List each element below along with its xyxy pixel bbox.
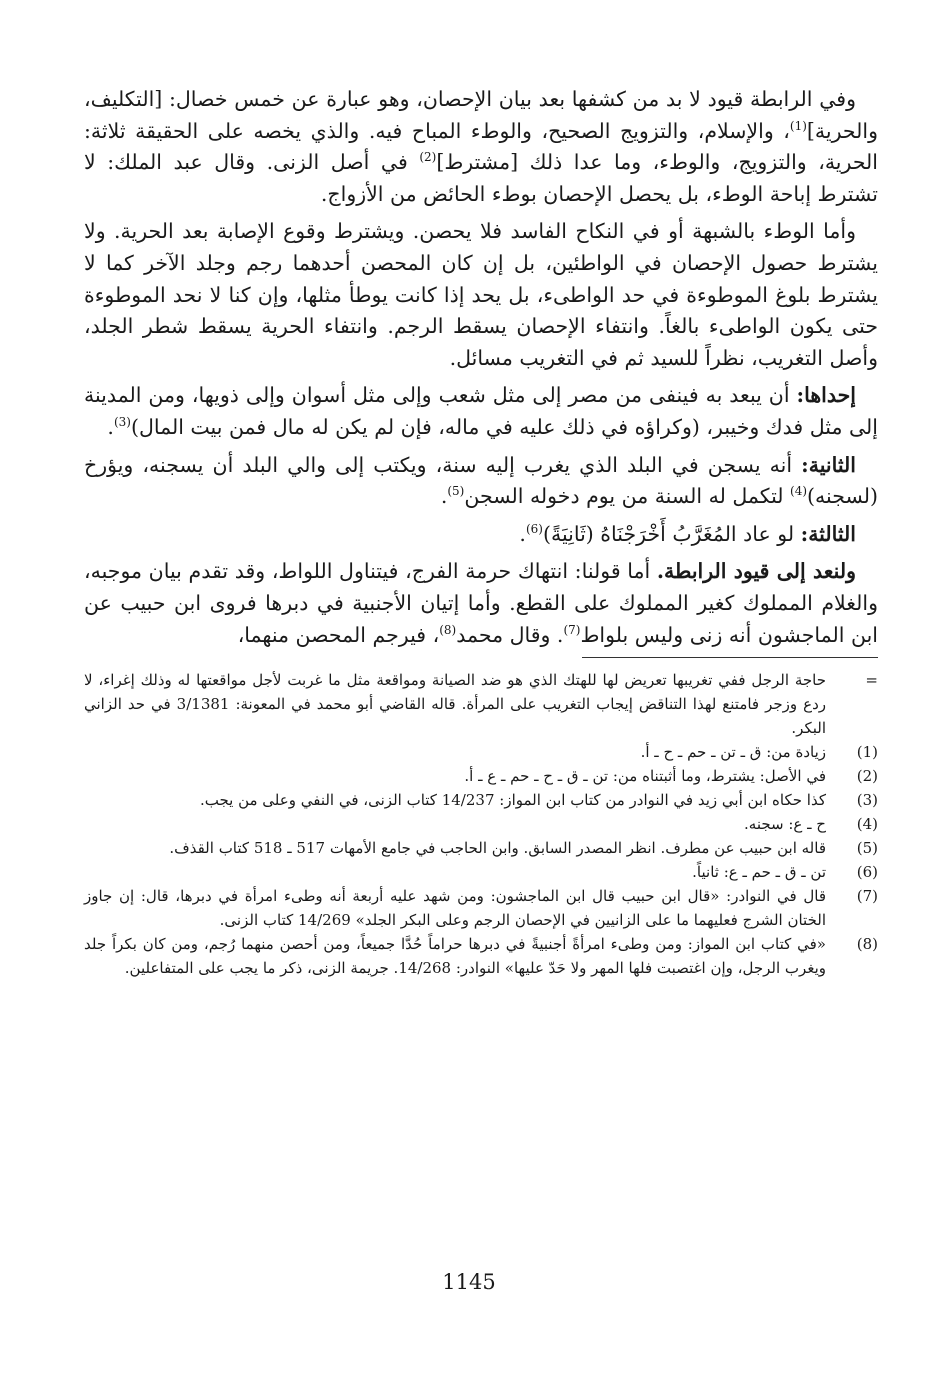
page-number: 1145 (442, 1270, 496, 1294)
footnote-ref-2: (2) (419, 150, 437, 165)
footnote-ref-6: (6) (525, 521, 543, 536)
footnote-number: (6) (856, 863, 878, 882)
document-page (84, 84, 878, 980)
paragraph-lead: الثانية: (801, 452, 856, 477)
paragraph-third: الثالثة: لو عاد المُغَرَّبُ أَخْرَجْنَاهُ (ثَانِيَةً)$^{(6)}$. (519, 521, 856, 546)
paragraph-lead: إحداها: (796, 383, 856, 408)
footnote-text: قال في النوادر: «قال ابن حبيب قال ابن الماجشون: ومن شهد عليه أربعة أنه وطىء امرأة في دبرها، قال: إن جاوز الختان الشرج فعليهما ما على الزانيين في الإحصان الرجم وعلى البكر الجلد» 14/269 كتاب الزنى. (84, 887, 826, 930)
footnote-text: تن ـ ق ـ حم ـ ع: ثانياً. (692, 863, 826, 882)
paragraph-second: الثانية: أنه يسجن في البلد الذي يغرب إليه سنة، ويكتب إلى والي البلد أن يسجنه، ويؤرخ (لسجنه)$^{(4)}$ لتكمل له السنة من يوم دخوله السجن$^{(5)}$. (84, 452, 878, 509)
footnote-text: حاجة الرجل ففي تغريبها تعريض لها للهتك الذي هو ضد الصيانة ومواقعة مثل ما غربت لأجل مواقعتها له وذلك إغراء، لا ردع وزجر فامتنع لهذا التناقض إيجاب التغريب على المرأة. قاله القاضي أبو محمد في المعونة: 3/1381 في حد الزاني البكر. (84, 671, 827, 738)
footnote-divider (582, 657, 878, 658)
paragraph-shubha: وأما الوطء بالشبهة أو في النكاح الفاسد فلا يحصن. ويشترط وقوع الإصابة بعد الحرية. ولا يشترط حصول الإحصان في الواطئين، بل إن كان المحصن أحدهما رجم وجلد الآخر كما لا يشترط بلوغ الموطوءة في حد الواطىء، بل يحد إذا كانت يوطأ مثلها، وإن كنا لا نحد الموطوءة حتى يكون الواطىء بالغاً. وانتفاء الإحصان يسقط الرجم. وانتفاء الحرية يسقط شطر الجلد، وأصل التغريب، نظراً للسيد ثم في التغريب مسائل. (84, 219, 878, 370)
footnote-text: «في كتاب ابن المواز: ومن وطىء امرأةً أجنبيةً في دبرها حراماً حُدَّا جميعاً، ومن أحصن منهما رُجم، ومن كان بكراً جلد ويغرب الرجل، وإن اغتصبت فلها المهر ولا حَدّ عليها» النوادر: 14/268. جريمة الزنى، ذكر ما يجب على المتفاعلين. (84, 935, 826, 978)
paragraph-conditions: وفي الرابطة قيود لا بد من كشفها بعد بيان الإحصان، وهو عبارة عن خمس خصال: [التكليف، والحرية]$^{(1)}$، والإسلام، والتزويج الصحيح، والوطء المباح فيه. والذي يخصه على الحقيقة ثلاثة: الحرية، والتزويج، والوطء، وما عدا ذلك [مشترط]$^{(2)}$ في أصل الزنى. وقال عبد الملك: لا تشترط إباحة الوطء، بل يحصل الإحصان بوطء الحائض من الأزواج. (84, 87, 878, 206)
footnote-number: (8) (856, 935, 878, 954)
paragraph-lead: ولنعد إلى قيود الرابطة. (656, 559, 857, 584)
footnote-5 (84, 836, 878, 860)
footnote-text: كذا حكاه ابن أبي زيد في النوادر من كتاب ابن المواز: 14/237 كتاب الزنى، في النفي وعلى من يجب. (199, 791, 826, 810)
footnote-2 (84, 764, 878, 788)
footnote-6 (84, 860, 878, 884)
footnotes (84, 668, 878, 980)
footnote-text: قاله ابن حبيب عن مطرف. انظر المصدر السابق. وابن الحاجب في جامع الأمهات 517 ـ 518 كتاب القذف. (169, 839, 826, 858)
footnote-number: (4) (856, 815, 878, 834)
main-text (84, 84, 878, 651)
paragraph-first: إحداها: أن يبعد به فينفى من مصر إلى مثل شعب وإلى مثل أسوان وإلى ذويها، ومن المدينة إلى مثل فدك وخيبر، (وكراؤه في ذلك عليه في ماله، فإن لم يكن له مال فمن بيت المال)$^{(3)}$. (84, 383, 878, 439)
footnote-ref-4: (4) (790, 484, 808, 499)
footnote-ref-7: (7) (563, 622, 581, 637)
footnote-number: (2) (856, 767, 878, 786)
footnote-number: (7) (856, 887, 878, 906)
footnote-continuation (84, 668, 878, 740)
footnote-number: (1) (856, 743, 878, 762)
footnote-text: في الأصل: يشترط، وما أثبتناه من: تن ـ ق ـ ح ـ حم ـ ع ـ أ. (464, 767, 826, 786)
footnote-4 (84, 812, 878, 836)
paragraph-lead: الثالثة: (800, 521, 856, 546)
footnote-number: (3) (856, 791, 878, 810)
footnote-ref-5: (5) (447, 484, 465, 499)
footnote-1 (84, 740, 878, 764)
footnote-ref-3: (3) (113, 415, 131, 430)
footnote-text: ح ـ ع: سجنه. (744, 815, 826, 834)
footnote-7 (84, 884, 878, 932)
paragraph-restrictions: ولنعد إلى قيود الرابطة. أما قولنا: انتهاك حرمة الفرج، فيتناول اللواط، وقد تقدم بيان موجبه، والغلام المملوك كغير المملوك على القطع. وأما إتيان الأجنبية في دبرها فروى ابن حبيب عن ابن الماجشون أنه زنى وليس بلواط$^{(7)}$. وقال محمد$^{(8)}$، فيرجم المحصن منهما، (84, 559, 878, 647)
footnote-8 (84, 932, 878, 980)
footnote-number: = (865, 671, 878, 690)
footnote-ref-1: (1) (789, 118, 807, 133)
footnote-number: (5) (856, 839, 878, 858)
footnote-3 (84, 788, 878, 812)
footnote-ref-8: (8) (439, 622, 457, 637)
footnote-text: زيادة من: ق ـ تن ـ حم ـ ح ـ أ. (640, 743, 826, 762)
